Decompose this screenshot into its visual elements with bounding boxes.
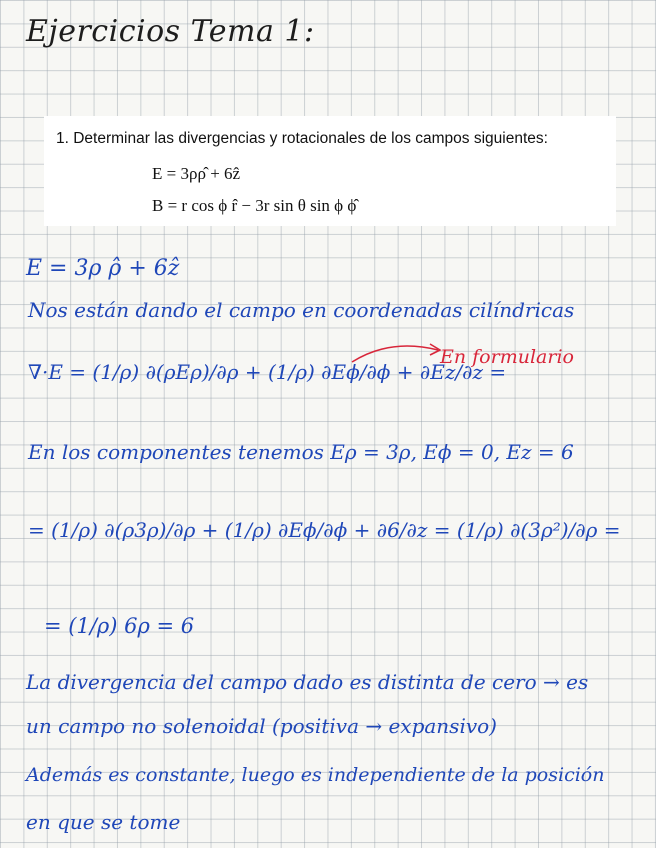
note-conclusion-2: un campo no solenoidal (positiva → expansivo) — [26, 714, 497, 738]
note-components: En los componentes tenemos Eρ = 3ρ, Eϕ = 0, Ez = 6 — [28, 440, 574, 464]
page-title: Ejercicios Tema 1: — [26, 14, 315, 49]
problem-card — [44, 116, 616, 226]
note-field-definition: E = 3ρ ρ̂ + 6ẑ — [26, 256, 180, 281]
note-conclusion-1: La divergencia del campo dado es distinta de cero → es — [26, 670, 589, 694]
note-conclusion-3: Además es constante, luego es independiente de la posición — [26, 764, 605, 786]
note-substitution: = (1/ρ) ∂(ρ3ρ)/∂ρ + (1/ρ) ∂Eϕ/∂ϕ + ∂6/∂z = (1/ρ) ∂(3ρ²)/∂ρ = — [28, 518, 621, 542]
note-formulario: En formulario — [440, 346, 574, 368]
note-result: = (1/ρ) 6ρ = 6 — [44, 614, 195, 638]
note-conclusion-4: en que se tome — [26, 810, 181, 834]
note-divergence-formula: ∇·E = (1/ρ) ∂(ρEρ)/∂ρ + (1/ρ) ∂Eϕ/∂ϕ + ∂Ez/∂z = — [28, 360, 507, 384]
equation-b: B = r cos ϕ r̂ − 3r sin θ sin ϕ ϕ̂ — [152, 196, 357, 215]
arrow-icon — [350, 336, 450, 366]
problem-question: 1. Determinar las divergencias y rotacionales de los campos siguientes: — [56, 130, 548, 147]
note-cylindrical: Nos están dando el campo en coordenadas cilíndricas — [28, 298, 575, 322]
equation-e: E = 3ρρ̂ + 6ẑ — [152, 164, 241, 183]
